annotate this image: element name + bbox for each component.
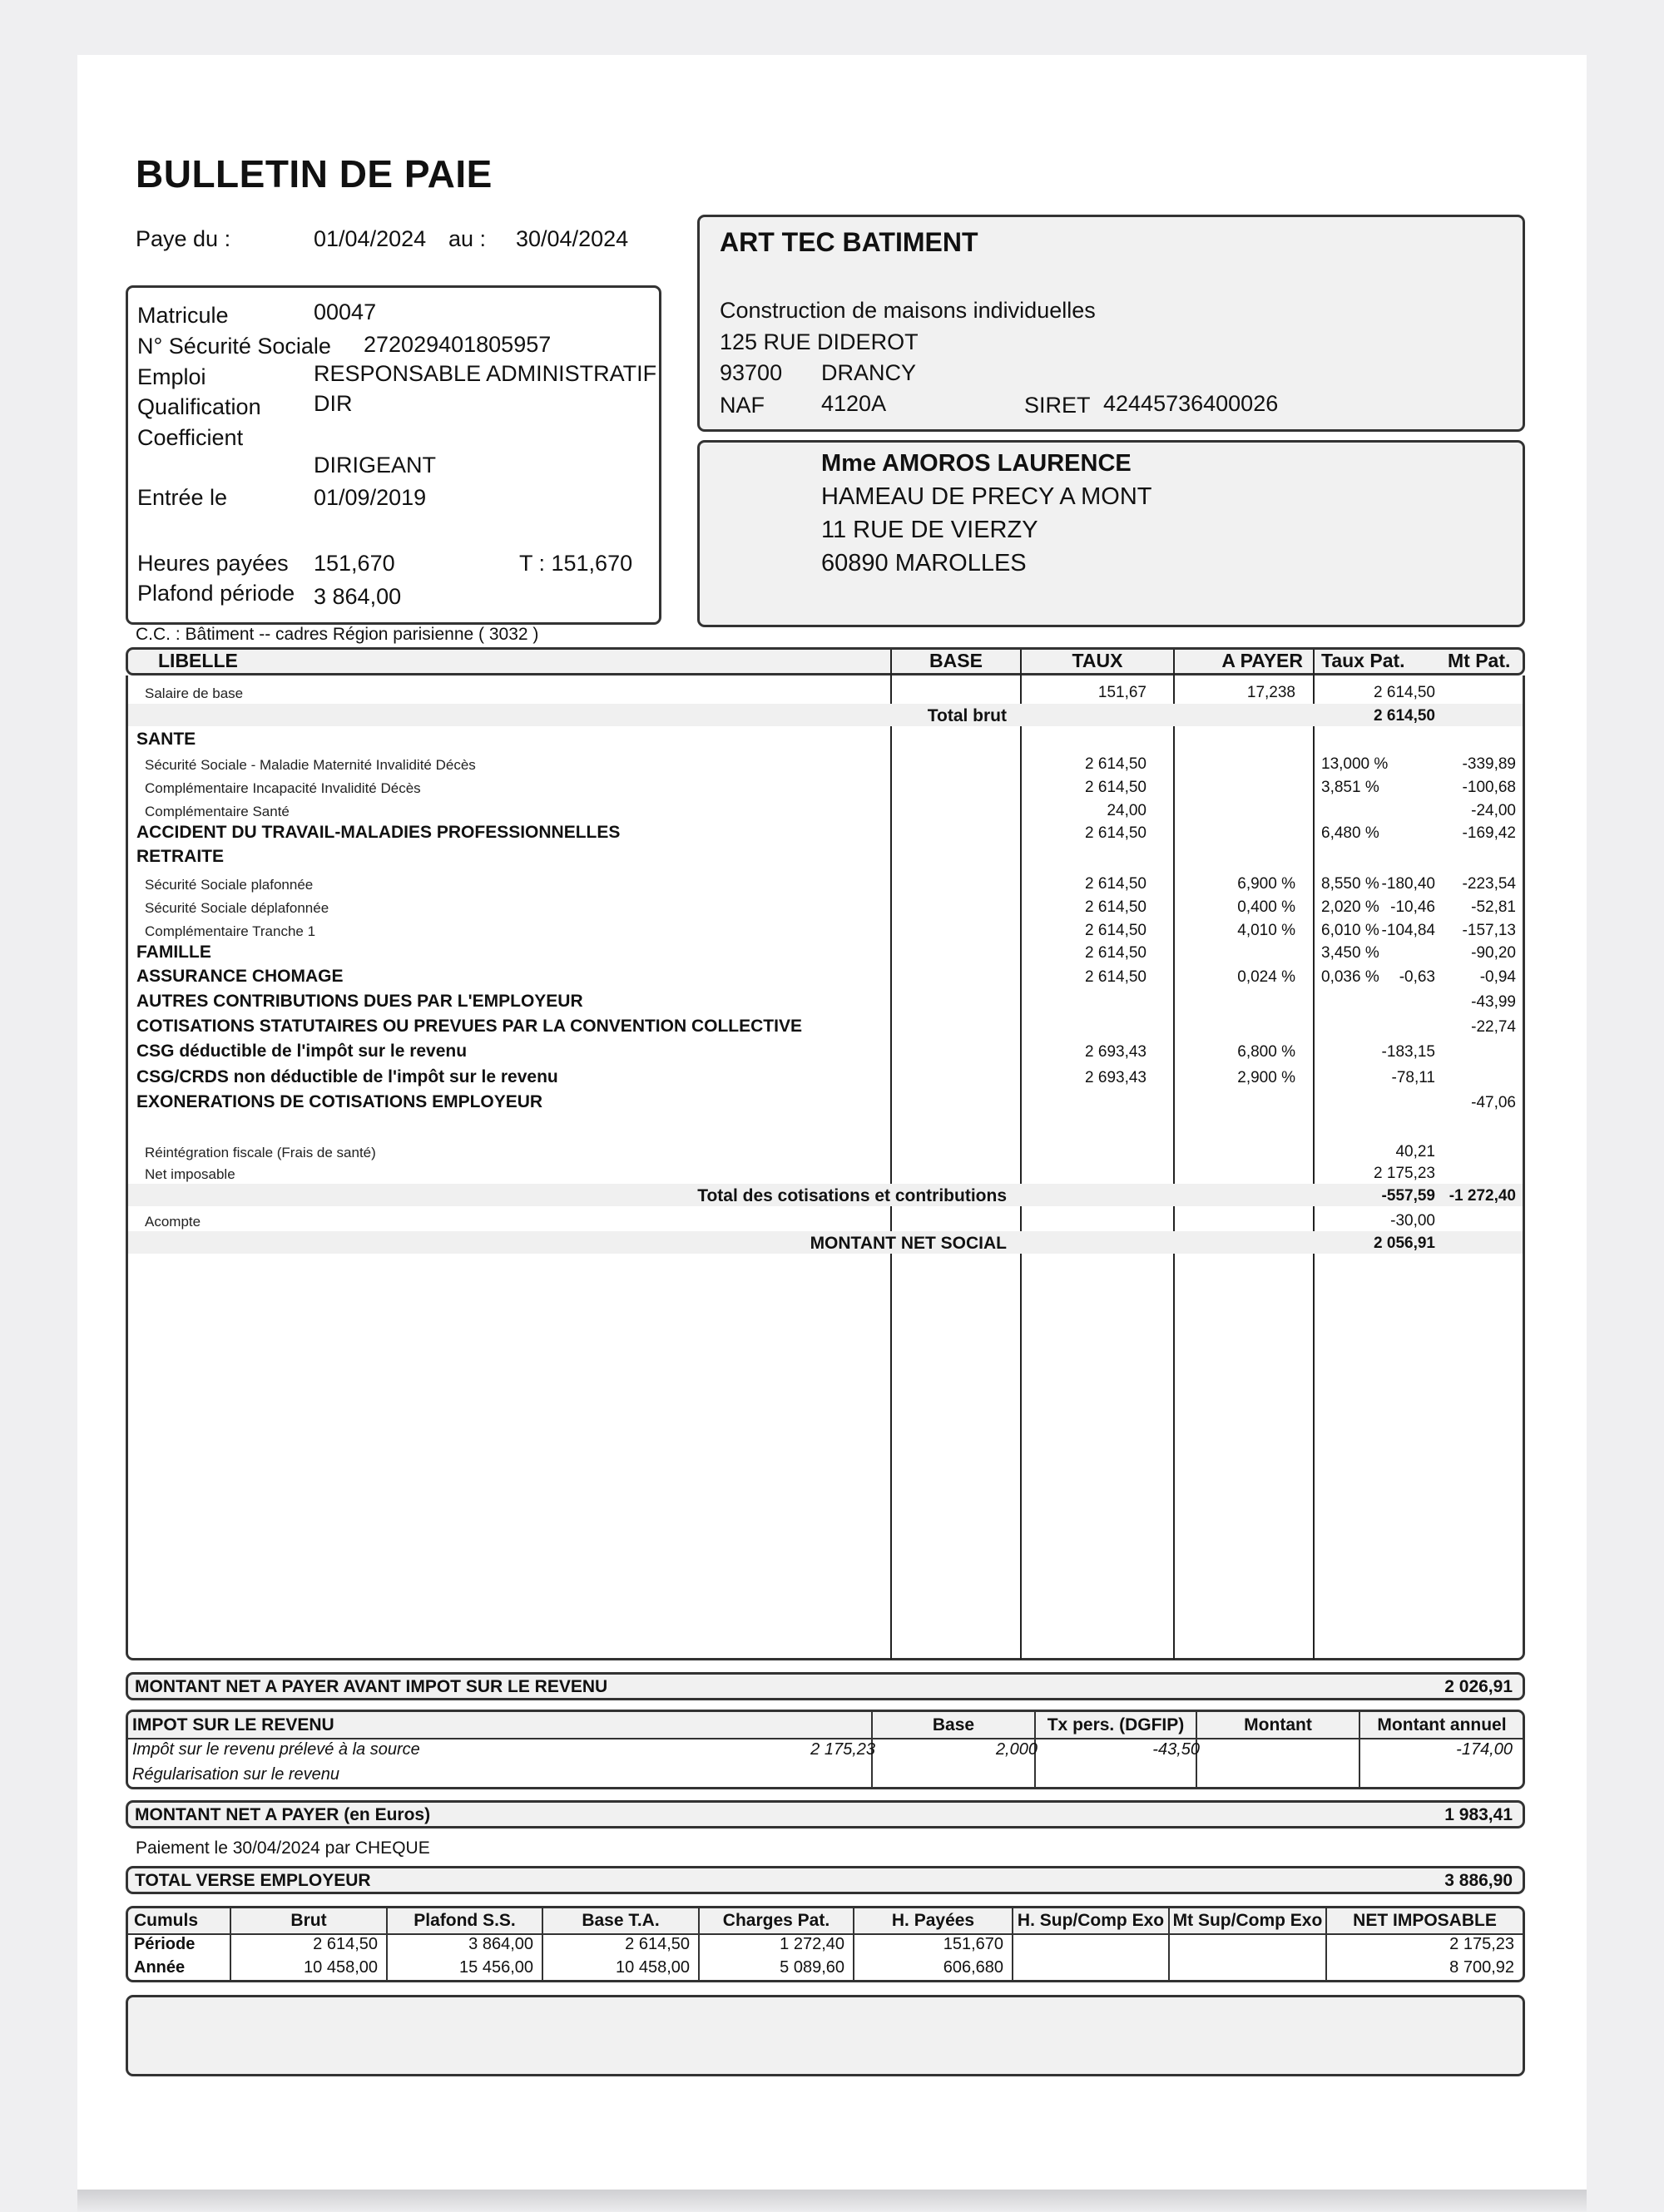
net-before-tax-bar <box>126 1672 1525 1700</box>
row-label: Complémentaire Incapacité Invalidité Décès <box>145 780 421 796</box>
net-to-pay-label: MONTANT NET A PAYER (en Euros) <box>135 1805 431 1824</box>
company-zip: 93700 <box>720 360 783 385</box>
recipient-address-box <box>697 440 1525 627</box>
row-label: AUTRES CONTRIBUTIONS DUES PAR L'EMPLOYEUR <box>136 992 583 1011</box>
table-row <box>128 1115 1523 1137</box>
table-row <box>128 821 1523 844</box>
cell-base: 2 614,50 <box>1085 968 1146 986</box>
header-mt-pat: Mt Pat. <box>1448 650 1511 671</box>
cumuls-cell: 10 458,00 <box>304 1958 378 1977</box>
row-label: Acompte <box>145 1214 201 1230</box>
payment-note: Paiement le 30/04/2024 par CHEQUE <box>136 1838 430 1858</box>
header-taux-pat: Taux Pat. <box>1321 650 1405 671</box>
cumuls-cell: 15 456,00 <box>459 1958 533 1977</box>
cell-taux: 0,400 % <box>1237 898 1295 916</box>
net-before-tax-label: MONTANT NET A PAYER AVANT IMPOT SUR LE REVENU <box>135 1677 608 1696</box>
company-street: 125 RUE DIDEROT <box>720 329 919 354</box>
row-label: COTISATIONS STATUTAIRES OU PREVUES PAR LA CONVENTION COLLECTIVE <box>136 1017 802 1036</box>
cell-base: 2 614,50 <box>1085 944 1146 962</box>
cell-a-payer: 2 056,91 <box>1374 1235 1435 1252</box>
cumuls-row-label: Période <box>134 1935 196 1953</box>
heures-value: 151,670 <box>314 551 395 576</box>
company-activity: Construction de maisons individuelles <box>720 298 1096 323</box>
row-label: MONTANT NET SOCIAL <box>810 1234 1007 1253</box>
siret-value: 42445736400026 <box>1103 391 1279 416</box>
table-row <box>128 1040 1523 1062</box>
ir-annual-value: -174,00 <box>1456 1740 1513 1759</box>
ir-header-base: Base <box>932 1715 975 1734</box>
cumuls-cell: 2 614,50 <box>313 1935 378 1953</box>
cumuls-header-cell: Mt Sup/Comp Exo <box>1172 1911 1323 1930</box>
cell-mt-pat: -1 272,40 <box>1449 1187 1516 1205</box>
cumuls-header-cell: H. Payées <box>891 1911 975 1930</box>
cumuls-header-cell: Brut <box>290 1911 327 1930</box>
net-to-pay-value: 1 983,41 <box>1444 1805 1513 1824</box>
qualification-label: Qualification <box>137 394 261 419</box>
entree-label: Entrée le <box>137 485 228 510</box>
net-before-tax-value: 2 026,91 <box>1444 1677 1513 1696</box>
employer-total-value: 3 886,90 <box>1444 1871 1513 1890</box>
table-row <box>128 1091 1523 1113</box>
ir-header-rate: Tx pers. (DGFIP) <box>1047 1715 1185 1734</box>
document-title: BULLETIN DE PAIE <box>136 152 493 195</box>
table-row <box>128 941 1523 963</box>
employer-total-bar <box>126 1866 1525 1894</box>
cell-mt-pat: -100,68 <box>1462 779 1516 796</box>
naf-label: NAF <box>720 393 765 418</box>
siret-label: SIRET <box>1024 393 1091 418</box>
cell-mt-pat: -157,13 <box>1462 922 1516 939</box>
cell-taux: 6,900 % <box>1237 875 1295 893</box>
cell-base: 24,00 <box>1107 802 1146 819</box>
cell-base: 2 693,43 <box>1085 1043 1146 1061</box>
row-label: ACCIDENT DU TRAVAIL-MALADIES PROFESSIONNELLES <box>136 823 621 842</box>
row-label: Complémentaire Tranche 1 <box>145 923 316 939</box>
plafond-label: Plafond période <box>137 581 295 606</box>
cell-mt-pat: -90,20 <box>1471 944 1516 962</box>
cell-mt-pat: -24,00 <box>1471 802 1516 819</box>
coefficient-label: Coefficient <box>137 425 244 450</box>
table-row <box>128 1066 1523 1088</box>
cumuls-header-cell: Base T.A. <box>582 1911 660 1930</box>
row-label: Total des cotisations et contributions <box>697 1186 1007 1205</box>
table-row <box>128 775 1523 798</box>
row-label: CSG/CRDS non déductible de l'impôt sur le revenu <box>136 1067 558 1086</box>
row-label: Réintégration fiscale (Frais de santé) <box>145 1145 376 1160</box>
company-city: DRANCY <box>821 360 917 385</box>
table-row <box>128 845 1523 868</box>
ir-amount-value: -43,50 <box>1152 1740 1200 1759</box>
row-label: Complémentaire Santé <box>145 804 290 819</box>
recipient-name: Mme AMOROS LAURENCE <box>821 450 1132 477</box>
cell-taux-pat: 6,010 % <box>1321 922 1379 939</box>
recipient-line1: HAMEAU DE PRECY A MONT <box>821 483 1152 510</box>
emploi-label: Emploi <box>137 364 206 389</box>
table-row <box>128 728 1523 750</box>
cell-mt-pat: -47,06 <box>1471 1094 1516 1111</box>
table-row <box>128 918 1523 941</box>
period-from-label: Paye du : <box>136 226 231 251</box>
coefficient-value: DIRIGEANT <box>314 453 437 478</box>
row-label: Salaire de base <box>145 685 244 701</box>
qualification-value: DIR <box>314 391 353 416</box>
ir-row-regularisation: Régularisation sur le revenu <box>132 1765 340 1784</box>
cell-taux-pat: 3,851 % <box>1321 779 1379 796</box>
ss-label: N° Sécurité Sociale <box>137 334 331 359</box>
ir-base-value: 2 175,23 <box>810 1740 875 1759</box>
row-label: Net imposable <box>145 1166 235 1182</box>
cell-taux: 0,024 % <box>1237 968 1295 986</box>
plafond-value: 3 864,00 <box>314 584 402 609</box>
row-label: Sécurité Sociale déplafonnée <box>145 900 329 916</box>
cumuls-header-cell: NET IMPOSABLE <box>1353 1911 1497 1930</box>
table-row <box>128 704 1523 726</box>
row-label: ASSURANCE CHOMAGE <box>136 967 344 986</box>
ss-value: 272029401805957 <box>364 332 552 357</box>
cell-taux-pat: 2,020 % <box>1321 898 1379 916</box>
recipient-line3: 60890 MAROLLES <box>821 550 1027 577</box>
ir-row-withholding: Impôt sur le revenu prélevé à la source <box>132 1740 420 1759</box>
header-libelle: LIBELLE <box>158 650 238 671</box>
cumuls-header-cell: Plafond S.S. <box>414 1911 516 1930</box>
row-label: Total brut <box>927 706 1007 725</box>
cell-taux-pat: 3,450 % <box>1321 944 1379 962</box>
cell-base: 2 614,50 <box>1085 779 1146 796</box>
row-label: FAMILLE <box>136 943 211 962</box>
cell-taux: 2,900 % <box>1237 1069 1295 1086</box>
emploi-value: RESPONSABLE ADMINISTRATIF <box>314 361 657 386</box>
page-bottom-edge <box>77 2190 1587 2212</box>
cumuls-header-cell: Charges Pat. <box>722 1911 830 1930</box>
table-row <box>128 680 1523 703</box>
header-taux: TAUX <box>1072 650 1123 671</box>
employer-total-label: TOTAL VERSE EMPLOYEUR <box>135 1871 371 1890</box>
income-tax-title: IMPOT SUR LE REVENU <box>132 1715 334 1734</box>
cell-mt-pat: -52,81 <box>1471 898 1516 916</box>
cell-a-payer: 2 175,23 <box>1374 1165 1435 1182</box>
company-name: ART TEC BATIMENT <box>720 227 978 257</box>
table-row <box>128 1140 1523 1162</box>
period-to-label: au : <box>448 226 487 251</box>
cumuls-cell: 3 864,00 <box>468 1935 533 1953</box>
cumuls-row-label: Année <box>134 1958 186 1977</box>
cell-a-payer: -10,46 <box>1390 898 1435 916</box>
cell-taux: 6,800 % <box>1237 1043 1295 1061</box>
row-label: SANTE <box>136 730 196 749</box>
cumuls-header-cell: H. Sup/Comp Exo <box>1017 1911 1165 1930</box>
matricule-value: 00047 <box>314 299 377 324</box>
row-label: EXONERATIONS DE COTISATIONS EMPLOYEUR <box>136 1092 543 1111</box>
ir-rate-value: 2,000 <box>995 1740 1038 1759</box>
row-label: Sécurité Sociale plafonnée <box>145 877 314 893</box>
table-row <box>128 895 1523 918</box>
cell-base: 2 614,50 <box>1085 922 1146 939</box>
cell-taux-pat: 8,550 % <box>1321 875 1379 893</box>
header-base: BASE <box>929 650 983 671</box>
cumuls-cell: 606,680 <box>943 1958 1003 1977</box>
table-row <box>128 990 1523 1012</box>
header-a-payer: A PAYER <box>1221 650 1303 671</box>
cell-a-payer: -78,11 <box>1391 1069 1435 1086</box>
cell-mt-pat: -43,99 <box>1471 993 1516 1011</box>
table-row <box>128 1015 1523 1037</box>
cumuls-cell: 2 614,50 <box>625 1935 690 1953</box>
cell-mt-pat: -22,74 <box>1471 1018 1516 1036</box>
cumuls-cell: 8 700,92 <box>1449 1958 1514 1977</box>
heures-total: T : 151,670 <box>519 551 633 576</box>
cell-taux: 4,010 % <box>1237 922 1295 939</box>
cell-base: 151,67 <box>1097 684 1146 701</box>
cell-mt-pat: -339,89 <box>1462 755 1516 773</box>
footer-notes-box <box>126 1995 1525 2076</box>
table-row <box>128 1161 1523 1184</box>
ir-header-annual: Montant annuel <box>1377 1715 1507 1734</box>
cell-a-payer: -30,00 <box>1390 1212 1435 1230</box>
ir-header-amount: Montant <box>1244 1715 1312 1734</box>
cell-taux: 17,238 <box>1246 684 1295 701</box>
cell-a-payer: -104,84 <box>1381 922 1435 939</box>
period-from: 01/04/2024 <box>314 226 427 251</box>
table-row <box>128 1184 1523 1206</box>
matricule-label: Matricule <box>137 303 229 328</box>
entree-value: 01/09/2019 <box>314 485 427 510</box>
table-row <box>128 965 1523 987</box>
cell-base: 2 614,50 <box>1085 824 1146 842</box>
table-row <box>128 752 1523 774</box>
cell-base: 2 614,50 <box>1085 898 1146 916</box>
cumuls-cell: 10 458,00 <box>616 1958 690 1977</box>
employee-info-box <box>126 285 661 625</box>
cell-a-payer: 40,21 <box>1395 1143 1435 1160</box>
table-row <box>128 799 1523 821</box>
cell-mt-pat: -223,54 <box>1462 875 1516 893</box>
cumuls-cell: 2 175,23 <box>1449 1935 1514 1953</box>
cell-base: 2 614,50 <box>1085 755 1146 773</box>
cell-base: 2 614,50 <box>1085 875 1146 893</box>
cell-a-payer: -0,63 <box>1399 968 1435 986</box>
row-label: Sécurité Sociale - Maladie Maternité Invalidité Décès <box>145 757 476 773</box>
collective-agreement: C.C. : Bâtiment -- cadres Région parisienne ( 3032 ) <box>136 625 539 644</box>
net-to-pay-bar <box>126 1800 1525 1828</box>
income-tax-table <box>126 1710 1525 1789</box>
company-info-box <box>697 215 1525 432</box>
cell-taux-pat: 13,000 % <box>1321 755 1389 773</box>
cell-a-payer: 2 614,50 <box>1374 684 1435 701</box>
cumuls-table <box>126 1906 1525 1982</box>
cumuls-cell: 5 089,60 <box>780 1958 844 1977</box>
cumuls-header-cell: Cumuls <box>134 1911 199 1930</box>
cumuls-cell: 1 272,40 <box>780 1935 844 1953</box>
cell-a-payer: -557,59 <box>1381 1187 1435 1205</box>
cell-mt-pat: -169,42 <box>1462 824 1516 842</box>
cell-taux-pat: 6,480 % <box>1321 824 1379 842</box>
period-to: 30/04/2024 <box>516 226 629 251</box>
cell-base: 2 693,43 <box>1085 1069 1146 1086</box>
cell-mt-pat: -0,94 <box>1479 968 1516 986</box>
cell-taux-pat: 0,036 % <box>1321 968 1379 986</box>
cumuls-cell: 151,670 <box>943 1935 1003 1953</box>
table-row <box>128 1209 1523 1231</box>
table-row <box>128 1231 1523 1254</box>
recipient-line2: 11 RUE DE VIERZY <box>821 517 1038 543</box>
cell-a-payer: 2 614,50 <box>1374 707 1435 725</box>
main-table-header <box>126 647 1525 675</box>
row-label: CSG déductible de l'impôt sur le revenu <box>136 1042 468 1061</box>
cell-a-payer: -183,15 <box>1381 1043 1435 1061</box>
row-label: RETRAITE <box>136 847 224 866</box>
heures-label: Heures payées <box>137 551 289 576</box>
naf-value: 4120A <box>821 391 887 416</box>
table-row <box>128 872 1523 894</box>
cell-a-payer: -180,40 <box>1381 875 1435 893</box>
